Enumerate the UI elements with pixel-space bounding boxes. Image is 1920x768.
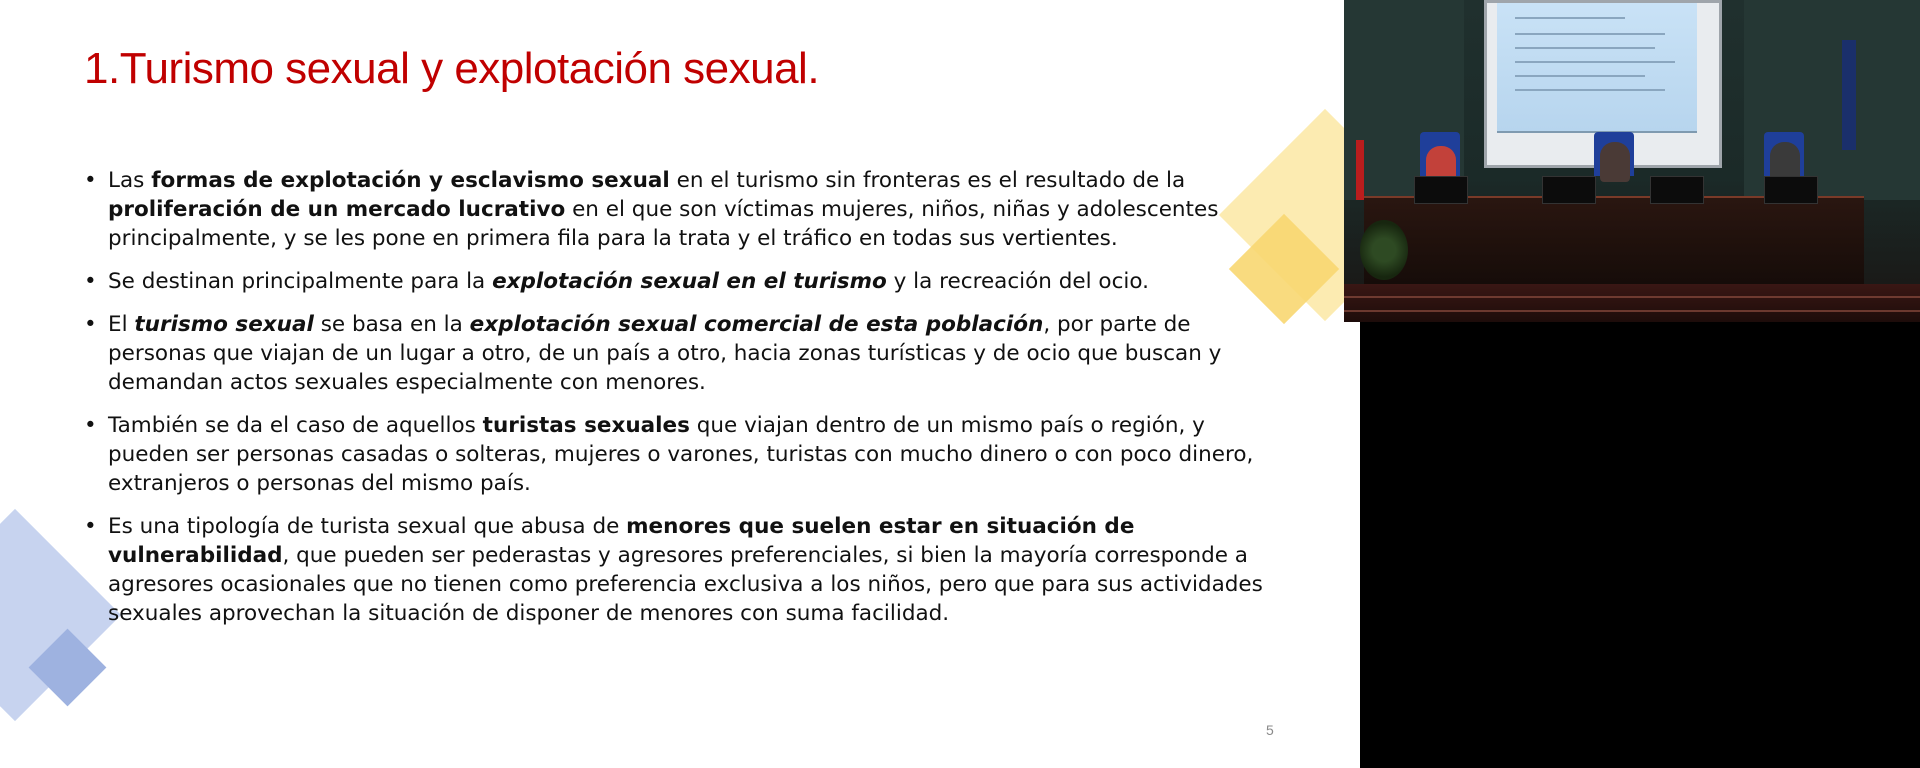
bullet-item: [84, 310, 1284, 397]
slide-title: 1.Turismo sexual y explotación sexual.: [84, 44, 820, 93]
monitor: [1542, 176, 1596, 204]
bullet-text-segment: proliferación de un mercado lucrativo: [108, 197, 566, 222]
bullet-text-segment: Se destinan principalmente para la: [108, 269, 493, 294]
bullet-list: [84, 166, 1284, 642]
bullet-text-segment: y la recreación del ocio.: [886, 269, 1149, 294]
bullet-item: [84, 512, 1284, 628]
bullet-text-segment: explotación sexual comercial de esta población: [469, 312, 1044, 337]
bullet-text-segment: Las: [108, 168, 152, 193]
bullet-text-segment: que viajan dentro de un mismo país o región, y pueden ser personas casadas o solteras, mujeres o varones, turistas con mucho dinero o con poco dinero, extranjeros o personas del mismo país.: [108, 413, 1254, 496]
bullet-text-segment: en el que son víctimas mujeres, niños, niñas y adolescentes principalmente, y se les pone en primera fila para la trata y el tráfico en todas sus vertientes.: [108, 197, 1219, 251]
bullet-text-segment: se basa en la: [313, 312, 470, 337]
slide-page-number: 5: [1266, 722, 1274, 738]
bullet-text-segment: formas de explotación y esclavismo sexual: [151, 168, 670, 193]
bullet-item: [84, 411, 1284, 498]
flag-icon-red: [1356, 140, 1364, 200]
projected-text-line: [1515, 61, 1675, 63]
projected-text-line: [1515, 89, 1665, 91]
bullet-text-segment: , que pueden ser pederastas y agresores preferenciales, si bien la mayoría corresponde a agresores ocasionales que no tienen como preferencia exclusiva a los niños, pero que para sus actividades sexuales aprovechan la situación de disponer de menores con suma facilidad.: [108, 543, 1263, 626]
bullet-text-segment: También se da el caso de aquellos: [108, 413, 483, 438]
plant: [1360, 220, 1408, 280]
floor-line: [1344, 296, 1920, 298]
projected-slide: [1497, 3, 1697, 133]
stage-floor: [1344, 284, 1920, 322]
speaker-person: [1600, 142, 1630, 182]
bullet-text-segment: turismo sexual: [134, 312, 314, 337]
bullet-item: [84, 166, 1284, 253]
bullet-text-segment: explotación sexual en el turismo: [492, 269, 887, 294]
bullet-text-segment: en el turismo sin fronteras es el resultado de la: [669, 168, 1186, 193]
projected-text-line: [1515, 33, 1665, 35]
monitor: [1650, 176, 1704, 204]
bullet-text-segment: turistas sexuales: [482, 413, 690, 438]
bullet-text-segment: Es una tipología de turista sexual que abusa de: [108, 514, 627, 539]
conference-video-feed: [1344, 0, 1920, 322]
bullet-item: [84, 267, 1284, 296]
projected-text-line: [1515, 17, 1625, 19]
monitor: [1764, 176, 1818, 204]
projected-text-line: [1515, 75, 1645, 77]
monitor: [1414, 176, 1468, 204]
video-panel: [1360, 0, 1920, 768]
floor-line: [1344, 310, 1920, 312]
bullet-text-segment: , por parte de personas que viajan de un lugar a otro, de un país a otro, hacia zonas turísticas y de ocio que buscan y demandan actos sexuales especialmente con menores.: [108, 312, 1222, 395]
projected-text-line: [1515, 47, 1655, 49]
bullet-text-segment: menores que suelen estar en situación de vulnerabilidad: [108, 514, 1135, 568]
podium-table: [1364, 198, 1864, 284]
flag-icon: [1842, 40, 1856, 150]
bullet-text-segment: El: [108, 312, 135, 337]
